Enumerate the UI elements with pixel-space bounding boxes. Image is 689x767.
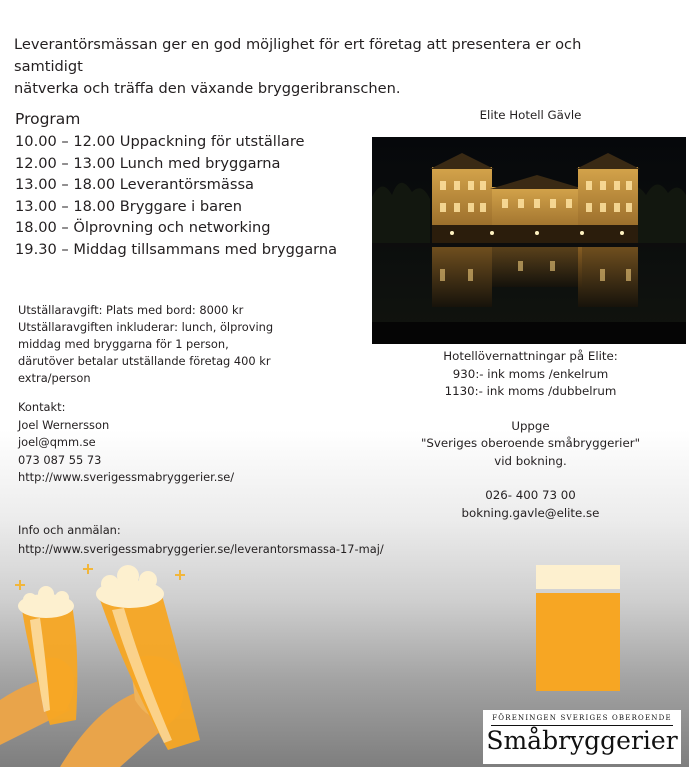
hotel-title: Elite Hotell Gävle [479, 108, 582, 122]
info-title: Info och anmälan: [18, 523, 121, 537]
intro-text [14, 34, 614, 100]
fee-line: Utställaravgift: Plats med bord: 8000 kr [18, 303, 244, 317]
contact-url-link[interactable]: http://www.sverigessmabryggerier.se/ [18, 470, 235, 484]
mention-line: "Sveriges oberoende småbryggerier" [420, 436, 640, 450]
info-url-link[interactable]: http://www.sverigessmabryggerier.se/leverantorsmassa-17-maj/ [18, 542, 384, 556]
hotel-photo [372, 137, 686, 344]
hotel-night-image [372, 137, 686, 344]
fee-info [18, 302, 278, 387]
program-item: 18.00 – Ölprovning och networking [15, 219, 271, 236]
overnight-title: Hotellövernattningar på Elite: [443, 349, 618, 363]
program-item: 13.00 – 18.00 Bryggare i baren [15, 197, 242, 215]
intro-line: nätverka och träffa den växande bryggeribranschen. [14, 80, 401, 97]
contact-phone: 073 087 55 73 [18, 452, 102, 467]
program-item: 12.00 – 13.00 Lunch med bryggarna [15, 154, 281, 172]
contact-email[interactable]: joel@qmm.se [18, 435, 96, 449]
program-item: 10.00 – 12.00 Uppackning för utställare [15, 133, 305, 150]
program-list [15, 131, 337, 260]
sparkle-icon [15, 564, 185, 590]
program-title: Program [15, 110, 81, 128]
fee-line: extra/person [18, 371, 91, 385]
info-block [18, 521, 384, 559]
booking-phone: 026- 400 73 00 [485, 488, 576, 502]
intro-line: Leverantörsmässan ger en god möjlighet för ert företag att presentera er och samtidigt [14, 36, 582, 75]
price-single: 930:- ink moms /enkelrum [452, 366, 609, 381]
hotel-booking-info [372, 348, 689, 522]
contact-title: Kontakt: [18, 400, 66, 414]
beer-glass-icon [532, 563, 624, 693]
program-item: 19.30 – Middag tillsammans med bryggarna [15, 240, 338, 258]
contact-block [18, 399, 234, 487]
mention-line: vid bokning. [494, 453, 567, 468]
association-logo [483, 710, 681, 764]
fee-line: Utställaravgiften inkluderar: lunch, ölproving [18, 320, 274, 334]
cheers-illustration [0, 560, 250, 767]
contact-name: Joel Wernersson [18, 417, 110, 432]
price-double: 1130:- ink moms /dubbelrum [444, 384, 617, 398]
fee-line: middag med bryggarna för 1 person, [18, 337, 229, 351]
mention-line: Uppge [511, 418, 550, 433]
program-item: 13.00 – 18.00 Leverantörsmässa [15, 176, 254, 193]
logo-main-text: Småbryggerier [486, 726, 678, 755]
booking-email[interactable]: bokning.gavle@elite.se [461, 505, 600, 520]
logo-top-text: FÖRENINGEN SVERIGES OBEROENDE [492, 714, 672, 722]
fee-line: därutöver betalar utställande företag 400 kr [18, 354, 271, 368]
